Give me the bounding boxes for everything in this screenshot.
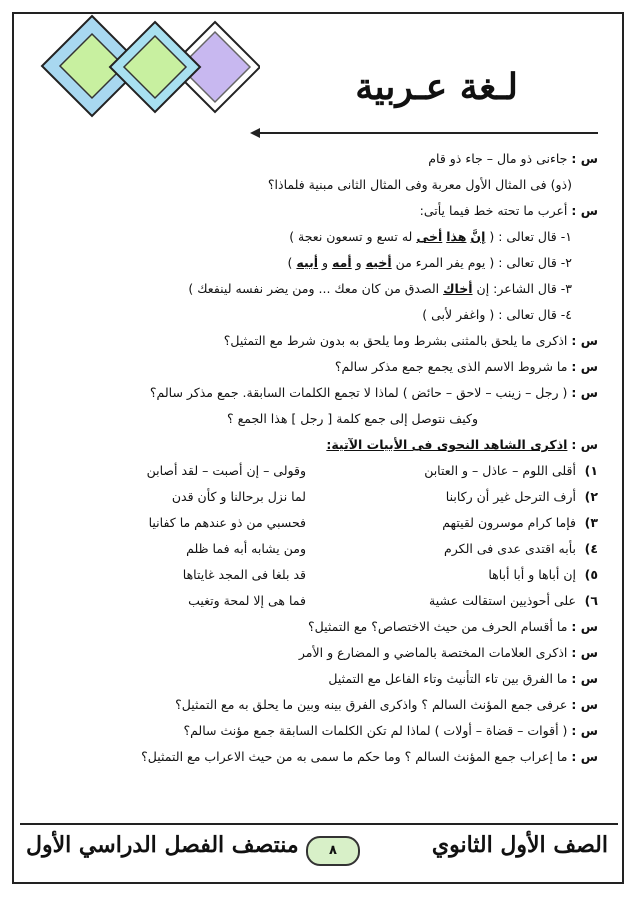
question-line: س : اذكرى العلامات المختصة بالماضي و المضارع و الأمر bbox=[298, 645, 598, 660]
question-line: وكيف نتوصل إلى جمع كلمة [ رجل ] هذا الجمع ؟ bbox=[226, 411, 478, 426]
page-number: ٨ bbox=[306, 836, 360, 866]
footer-term: منتصف الفصل الدراسي الأول bbox=[26, 832, 299, 858]
title-underline bbox=[255, 132, 598, 134]
example-line: ٣- قال الشاعر: إن أخاك الصدق من كان معك ... ومن يضر نفسه لينفعك ) bbox=[188, 281, 572, 296]
verse-row: ٥) إن أباها و أبا أباها قد بلغا فى المجد غايتاها bbox=[182, 567, 598, 582]
verses-heading: س : اذكرى الشاهد النحوى فى الأبيات الآتية: bbox=[326, 437, 598, 452]
diamond-green bbox=[110, 22, 200, 112]
example-line: ١- قال تعالى : ( إنَّ هذا أخى له تسع و تسعون نعجة ) bbox=[289, 229, 572, 244]
question-line: س : ( أقوات – قضاة – أولات ) لماذا لم تكن الكلمات السابقة جمع مؤنث سالم؟ bbox=[183, 723, 598, 738]
question-line: س : ما أقسام الحرف من حيث الاختصاص؟ مع التمثيل؟ bbox=[307, 619, 598, 634]
example-line: ٢- قال تعالى : ( يوم يفر المرء من أخيه و أمه و أبيه ) bbox=[287, 255, 572, 270]
footer-divider bbox=[20, 823, 618, 825]
question-line: س : ما الفرق بين تاء التأنيث وتاء الفاعل مع التمثيل bbox=[328, 671, 598, 686]
title-underline-arrow bbox=[250, 128, 260, 138]
worksheet-content bbox=[40, 146, 598, 770]
question-line: س : ما إعراب جمع المؤنث السالم ؟ وما حكم ما سمى به من حيث الاعراب مع التمثيل؟ bbox=[141, 749, 598, 764]
question-line: س : أعرب ما تحته خط فيما يأتى: bbox=[419, 203, 598, 218]
question-line: (ذو) فى المثال الأول معربة وفى المثال الثانى مبنية فلماذا؟ bbox=[267, 177, 572, 192]
footer bbox=[20, 832, 618, 872]
example-line: ٤- قال تعالى : ( واغفر لأبى ) bbox=[422, 307, 572, 322]
verse-row: ٤) بأبه اقتدى عدى فى الكرم ومن يشابه أبه فما ظلم bbox=[186, 541, 598, 556]
question-line: س : ( رجل – زينب – لاحق – حائض ) لماذا لا تجمع الكلمات السابقة. جمع مذكر سالم؟ bbox=[149, 385, 598, 400]
question-line: س : اذكرى ما يلحق بالمثنى بشرط وما يلحق به بدون شرط مع التمثيل؟ bbox=[223, 333, 598, 348]
question-line: س : عرفى جمع المؤنث السالم ؟ واذكرى الفرق بينه وبين ما يحلق به مع التمثيل؟ bbox=[175, 697, 598, 712]
question-line: س : ما شروط الاسم الذى يجمع جمع مذكر سالم؟ bbox=[334, 359, 598, 374]
question-line: س : جاءنى ذو مال – جاء ذو قام bbox=[428, 151, 598, 166]
decorative-diamonds bbox=[20, 14, 260, 134]
footer-grade: الصف الأول الثانوي bbox=[431, 832, 608, 858]
verse-row: ٣) فإما كرام موسرون لقيتهم فحسبي من ذو عندهم ما كفانيا bbox=[148, 515, 598, 530]
verse-row: ١) أقلى اللوم – عاذل – و العتابن وقولى – إن أصبت – لقد أصابن bbox=[146, 463, 598, 478]
verse-row: ٦) على أحوذيين استقالت عشية فما هى إلا لمحة وتغيب bbox=[188, 593, 598, 608]
page-title: لـغة عـربية bbox=[355, 66, 518, 108]
verse-row: ٢) أرف الترحل غير أن ركابنا لما نزل برحالنا و كأن قدن bbox=[171, 489, 598, 504]
